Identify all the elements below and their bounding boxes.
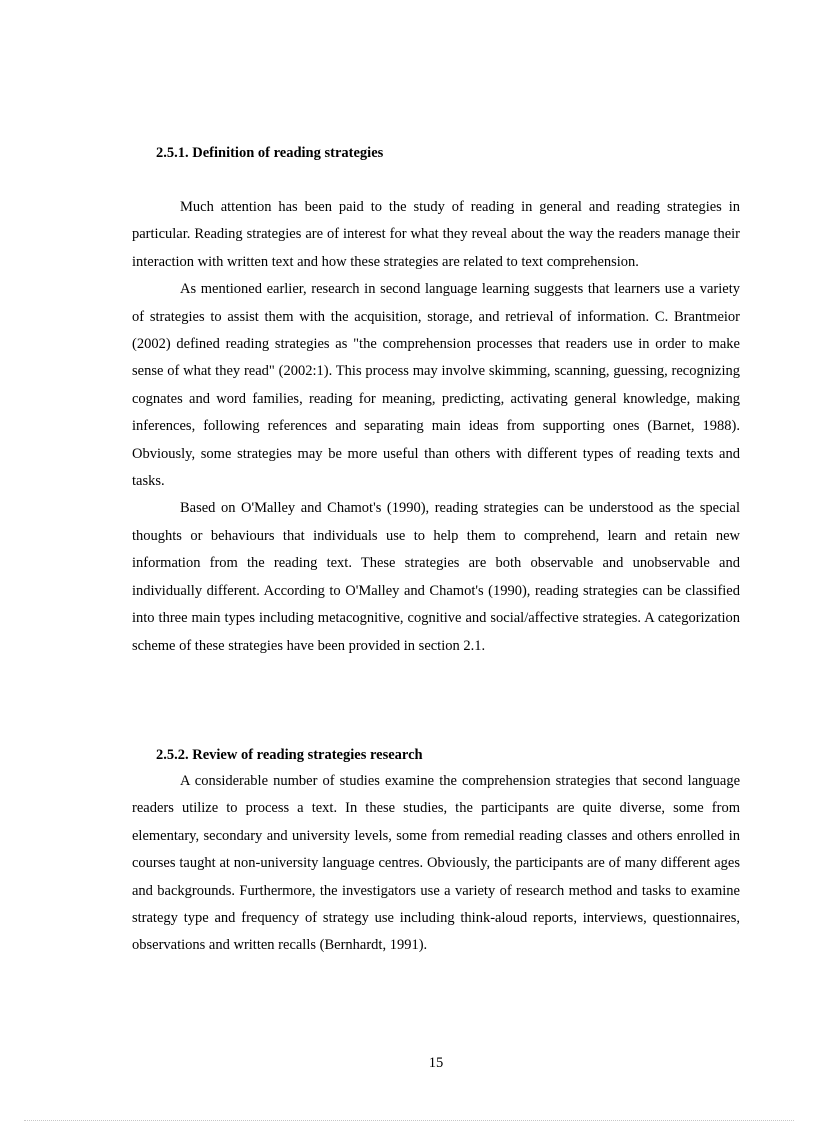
paragraph: As mentioned earlier, research in second language learning suggests that learners use a variety of strategies to assist them with the acquisition, storage, and retrieval of information. C. Brantmeior (2002) defined reading strategies as "the comprehension processes that readers use in order to make sense of what they read" (2002:1). This process may involve skimming, scanning, guessing, recognizing cognates and word families, reading for meaning, predicting, activating general knowledge, making inferences, following references and separating main ideas from supporting ones (Barnet, 1988). Obviously, some strategies may be more useful than others with different types of reading texts and tasks.: [132, 281, 740, 490]
section-body-definition: [132, 194, 740, 660]
section-heading-review: 2.5.2. Review of reading strategies research: [156, 747, 423, 763]
page-bottom-divider: [24, 1120, 794, 1121]
section-body-review: [132, 768, 740, 960]
section-heading-definition: 2.5.1. Definition of reading strategies: [156, 145, 384, 161]
paragraph: Much attention has been paid to the study of reading in general and reading strategies in particular. Reading strategies are of interest for what they reveal about the way the readers manage their interaction with written text and how these strategies are related to text comprehension.: [132, 199, 740, 270]
paragraph: A considerable number of studies examine the comprehension strategies that second language readers utilize to process a text. In these studies, the participants are quite diverse, some from elementary, secondary and university levels, some from remedial reading classes and others enrolled in courses taught at non-university language centres. Obviously, the participants are of many different ages and backgrounds. Furthermore, the investigators use a variety of research method and tasks to examine strategy type and frequency of strategy use including think-aloud reports, interviews, questionnaires, observations and written recalls (Bernhardt, 1991).: [132, 773, 740, 954]
paragraph: Based on O'Malley and Chamot's (1990), reading strategies can be understood as the special thoughts or behaviours that individuals use to help them to comprehend, learn and retain new information from the reading text. These strategies are both observable and unobservable and individually different. According to O'Malley and Chamot's (1990), reading strategies can be classified into three main types including metacognitive, cognitive and social/affective strategies. A categorization scheme of these strategies have been provided in section 2.1.: [132, 500, 740, 654]
page-number: 15: [428, 1055, 444, 1071]
